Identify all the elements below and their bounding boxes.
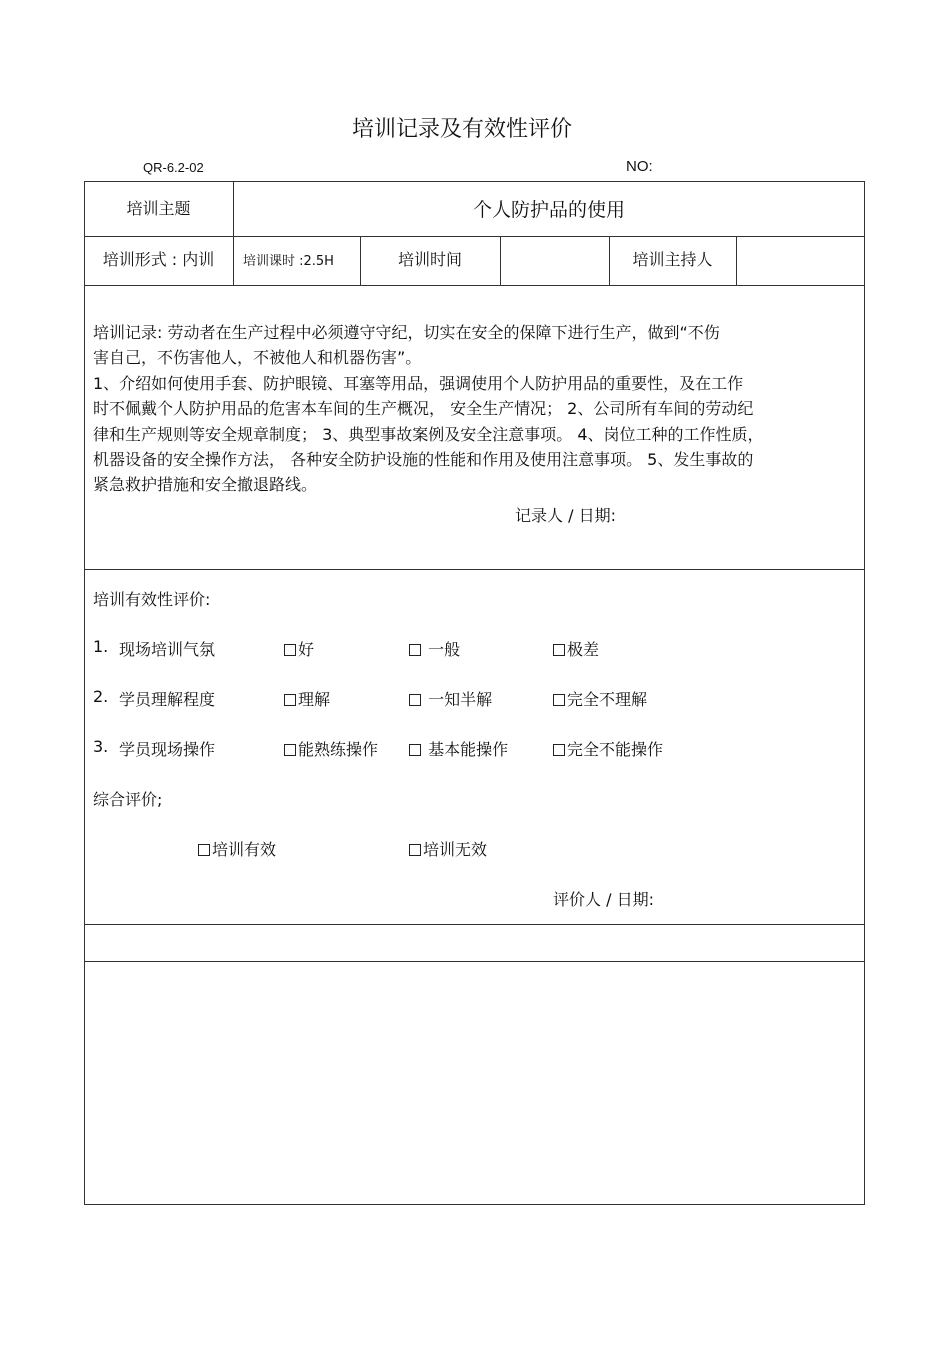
training-record-text (93, 320, 855, 498)
overall-evaluation-label: 综合评价; (93, 790, 163, 809)
training-hours-label: 培训课时 :2.5H (243, 254, 334, 269)
checkbox-icon[interactable] (409, 644, 421, 656)
topic-value[interactable]: 个人防护品的使用 (472, 199, 625, 221)
item-label: 学员现场操作 (119, 740, 216, 759)
checkbox-icon[interactable] (409, 694, 421, 706)
option-partial[interactable]: 一知半解 (409, 687, 492, 710)
option-proficient[interactable]: 能熟练操作 (284, 737, 378, 760)
checkbox-icon[interactable] (553, 644, 565, 656)
item-label: 现场培训气氛 (119, 640, 216, 659)
checkbox-icon[interactable] (284, 644, 296, 656)
record-line: 律和生产规则等安全规章制度； 3、典型事故案例及安全注意事项。 4、岗位工种的工作性质， (93, 424, 764, 444)
option-not-understand[interactable]: 完全不理解 (553, 687, 647, 710)
item-number: 1. (93, 637, 109, 656)
option-good[interactable]: 好 (284, 637, 314, 660)
record-line: 机器设备的安全操作方法， 各种安全防护设施的性能和作用及使用注意事项。 5、发生事故的 (93, 450, 754, 470)
checkbox-icon[interactable] (553, 744, 565, 756)
evaluator-date-label: 评价人 / 日期: (553, 890, 654, 909)
checkbox-icon[interactable] (284, 694, 296, 706)
overall-option-effective[interactable]: 培训有效 (198, 837, 276, 860)
row-divider-3 (84, 569, 865, 570)
record-line: 紧急救护措施和安全撤退路线。 (93, 475, 318, 495)
item-number: 3. (93, 737, 109, 756)
checkbox-icon[interactable] (409, 844, 421, 856)
col-divider-3 (500, 236, 501, 285)
item-number: 2. (93, 687, 109, 706)
option-poor[interactable]: 极差 (553, 637, 599, 660)
row-divider-4 (84, 924, 865, 925)
training-time-label: 培训时间 (397, 250, 462, 269)
option-understand[interactable]: 理解 (284, 687, 330, 710)
checkbox-icon[interactable] (409, 744, 421, 756)
checkbox-icon[interactable] (198, 844, 210, 856)
option-unable[interactable]: 完全不能操作 (553, 737, 663, 760)
training-form-label: 培训形式 : 内训 (102, 250, 215, 269)
record-line: 害自己，不伤害他人，不被他人和机器伤害”。 (93, 348, 422, 368)
checkbox-icon[interactable] (284, 744, 296, 756)
recorder-date-label: 记录人 / 日期: (515, 506, 616, 525)
row-divider-2 (84, 285, 865, 286)
form-number-label: NO: (626, 158, 653, 175)
topic-label: 培训主题 (126, 199, 191, 218)
option-basic[interactable]: 基本能操作 (409, 737, 508, 760)
overall-option-ineffective[interactable]: 培训无效 (409, 837, 487, 860)
form-code: QR-6.2-02 (143, 160, 204, 175)
row-divider-5 (84, 961, 865, 962)
training-host-label: 培训主持人 (632, 250, 713, 269)
row-divider-1 (84, 236, 865, 237)
checkbox-icon[interactable] (553, 694, 565, 706)
item-label: 学员理解程度 (119, 690, 216, 709)
record-line: 1、介绍如何使用手套、防护眼镜、耳塞等用品，强调使用个人防护用品的重要性，及在工作 (93, 373, 744, 393)
record-line: 时不佩戴个人防护用品的危害本车间的生产概况， 安全生产情况； 2、公司所有车间的劳动纪 (93, 399, 754, 419)
option-average[interactable]: 一般 (409, 637, 460, 660)
page-title: 培训记录及有效性评价 (351, 117, 572, 142)
col-divider-5 (736, 236, 737, 285)
record-line: 培训记录: 劳动者在生产过程中必须遵守守纪，切实在安全的保障下进行生产，做到“不伤 (93, 323, 720, 342)
evaluation-heading: 培训有效性评价: (93, 590, 211, 609)
